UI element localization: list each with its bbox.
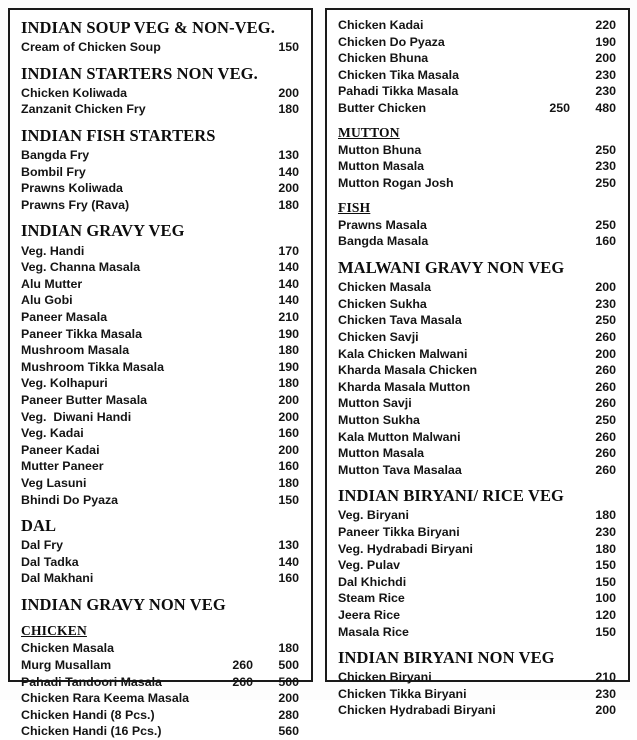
menu-item-price: 170 [278,243,299,258]
menu-item-row[interactable] [21,164,299,181]
menu-item-price: 250 [595,412,616,427]
menu-item-price: 260 [595,329,616,344]
menu-item-name: Alu Gobi [21,293,73,308]
menu-item-price: 190 [278,359,299,374]
menu-item-name: Mushroom Tikka Masala [21,359,165,374]
menu-item-row[interactable] [21,537,299,554]
menu-item-name: Zanzanit Chicken Fry [21,102,146,117]
menu-item-price: 150 [595,574,616,589]
menu-item-name: Bhindi Do Pyaza [21,492,119,507]
menu-item-row[interactable] [21,375,299,392]
menu-item-price: 100 [595,591,616,606]
menu-item-row[interactable] [338,445,616,462]
menu-item-price: 210 [595,670,616,685]
menu-item-name: Kala Mutton Malwani [338,429,461,444]
menu-item-row[interactable] [21,392,299,409]
menu-item-name: Alu Mutter [21,276,83,291]
menu-item-row[interactable] [21,309,299,326]
menu-item-list [21,147,299,213]
menu-item-price: 230 [595,159,616,174]
menu-item-name: Chicken Rara Keema Masala [21,691,190,706]
menu-item-row[interactable] [338,217,616,234]
menu-item-price: 560 [278,724,299,739]
menu-item-price: 230 [595,525,616,539]
menu-item-row[interactable] [338,574,616,591]
menu-item-row[interactable] [338,296,616,313]
menu-item-name: Bangda Fry [21,148,90,163]
menu-item-row[interactable] [338,702,616,719]
menu-item-row[interactable] [21,554,299,571]
menu-item-price: 500 [278,674,299,689]
menu-item-price: 260 [595,462,616,477]
menu-item-price: 190 [278,326,299,341]
menu-item-price: 140 [278,276,299,291]
menu-item-list [338,669,616,719]
menu-item-row[interactable] [338,524,616,541]
menu-section [21,594,299,615]
menu-item-row[interactable] [338,362,616,379]
menu-item-row[interactable] [338,175,616,192]
menu-item-name: Chicken Masala [338,280,431,295]
menu-section [338,199,616,250]
menu-item-name: Dal Tadka [21,554,79,569]
menu-item-name: Mutton Masala [338,159,425,174]
menu-item-price: 180 [278,641,299,656]
menu-item-price: 160 [278,571,299,586]
menu-item-row[interactable] [338,50,616,67]
section-heading: INDIAN BIRYANI NON VEG [338,648,555,668]
menu-item-price: 180 [278,376,299,391]
menu-item-row[interactable] [338,312,616,329]
menu-item-name: Masala Rice [338,624,409,639]
menu-item-name: Veg. Hydrabadi Biryani [338,541,473,556]
menu-item-price: 160 [278,459,299,474]
menu-item-row[interactable] [21,409,299,426]
menu-section [338,17,616,117]
section-heading: DAL [21,516,57,536]
menu-item-name: Chicken Masala [21,641,114,656]
menu-item-row[interactable] [338,462,616,479]
menu-item-row[interactable] [21,570,299,587]
menu-item-price: 200 [278,691,299,706]
menu-item-row[interactable] [21,101,299,118]
menu-item-name: Chicken Biryani [338,670,432,685]
menu-item-name: Mutton Bhuna [338,142,422,157]
menu-item-price: 500 [278,657,299,672]
menu-item-row[interactable] [21,197,299,214]
menu-column-left [8,8,313,739]
menu-item-name: Dal Makhani [21,571,94,586]
menu-item-price: 260 [595,363,616,378]
menu-item-price: 180 [595,541,616,556]
menu-item-price: 200 [278,392,299,407]
menu-item-name: Veg. Channa Masala [21,260,141,275]
menu-item-price: 160 [595,234,616,249]
menu-item-row[interactable] [338,412,616,429]
menu-item-row[interactable] [338,34,616,51]
menu-item-row[interactable] [338,624,616,641]
menu-item-row[interactable] [338,395,616,412]
menu-item-row[interactable] [21,707,299,724]
menu-item-row[interactable] [338,541,616,558]
menu-item-row[interactable] [21,342,299,359]
menu-column-right [325,8,630,718]
menu-item-price: 130 [278,538,299,553]
menu-item-row[interactable] [21,276,299,293]
menu-item-price: 180 [278,102,299,117]
menu-item-row[interactable] [21,657,299,674]
menu-item-price: 200 [595,51,616,66]
menu-item-name: Paneer Tikka Masala [21,326,143,341]
menu-item-list [338,217,616,250]
menu-item-name: Veg. Pulav [338,558,400,573]
menu-item-name: Steam Rice [338,591,405,606]
menu-item-price: 230 [595,686,616,701]
menu-item-name: Prawns Koliwada [21,181,123,196]
menu-item-row[interactable] [338,686,616,703]
menu-item-price: 140 [278,293,299,308]
menu-item-price: 230 [595,296,616,311]
section-heading: MALWANI GRAVY NON VEG [338,258,565,278]
menu-section [338,485,616,640]
menu-item-name: Chicken Tikka Biryani [338,686,467,701]
menu-item-price: 220 [595,18,616,32]
menu-item-price: 190 [595,34,616,49]
menu-item-row[interactable] [21,492,299,509]
menu-item-name: Kharda Masala Mutton [338,379,471,394]
menu-item-row[interactable] [338,142,616,159]
section-heading: INDIAN STARTERS NON VEG. [21,63,258,83]
menu-item-name: Mutton Masala [338,446,425,461]
menu-item-price: 180 [278,475,299,490]
menu-item-name: Bombil Fry [21,164,86,179]
menu-item-price-half: 250 [549,100,570,115]
menu-item-name: Murg Musallam [21,657,112,672]
menu-item-name: Mutton Tava Masalaa [338,462,462,477]
menu-item-name: Mutton Savji [338,396,412,411]
menu-item-row[interactable] [21,442,299,459]
menu-item-name: Veg. Kolhapuri [21,376,108,391]
menu-item-price: 210 [278,309,299,324]
menu-item-row[interactable] [338,158,616,175]
menu-item-row[interactable] [338,607,616,624]
menu-item-name: Pahadi Tandoori Masala [21,674,162,689]
menu-item-price: 140 [278,260,299,275]
menu-item-price: 250 [595,313,616,328]
menu-item-name: Dal Fry [21,538,64,553]
section-heading: INDIAN GRAVY VEG [21,221,185,241]
menu-item-price: 140 [278,164,299,179]
menu-item-list [338,279,616,478]
menu-item-row[interactable] [21,425,299,442]
menu-item-price: 480 [595,100,616,115]
menu-item-name: Veg. Diwani Handi [21,409,132,424]
menu-item-name: Chicken Sukha [338,296,427,311]
section-heading: INDIAN FISH STARTERS [21,126,216,145]
menu-item-list [338,142,616,192]
menu-item-row[interactable] [21,674,299,691]
menu-section [21,622,299,740]
menu-item-name: Paneer Kadai [21,442,100,457]
menu-item-name: Mushroom Masala [21,343,130,358]
menu-section [21,515,299,587]
menu-item-list [21,640,299,740]
menu-item-price-half: 260 [232,674,253,689]
menu-item-row[interactable] [338,67,616,84]
menu-item-price: 160 [278,426,299,441]
menu-item-row[interactable] [21,39,299,56]
menu-item-row[interactable] [338,17,616,34]
menu-item-name: Chicken Do Pyaza [338,34,445,49]
menu-item-price: 200 [278,442,299,457]
menu-item-row[interactable] [338,329,616,346]
menu-item-row[interactable] [21,640,299,657]
menu-item-price: 230 [595,84,616,99]
menu-item-price: 200 [595,346,616,361]
menu-item-row[interactable] [21,259,299,276]
menu-item-row[interactable] [21,292,299,309]
menu-item-price: 130 [278,148,299,163]
menu-item-price: 200 [278,85,299,100]
menu-item-name: Cream of Chicken Soup [21,40,161,55]
menu-item-price: 260 [595,396,616,411]
menu-item-name: Jeera Rice [338,607,401,622]
menu-item-name: Kharda Masala Chicken [338,363,478,378]
menu-item-name: Veg. Handi [21,243,85,258]
menu-item-name: Prawns Masala [338,217,427,232]
menu-item-name: Chicken Hydrabadi Biryani [338,703,496,718]
menu-item-price: 200 [278,409,299,424]
section-heading: INDIAN GRAVY NON VEG [21,594,226,614]
menu-item-price: 200 [595,280,616,295]
menu-item-list [21,85,299,118]
menu-item-price: 150 [278,40,299,55]
menu-section [338,124,616,192]
menu-section [21,125,299,213]
section-heading: MUTTON [338,124,400,140]
menu-item-list [21,39,299,56]
menu-section [21,63,299,118]
menu-item-price: 180 [278,343,299,358]
menu-item-row[interactable] [338,669,616,686]
section-heading: CHICKEN [21,623,87,639]
menu-item-price: 260 [595,446,616,461]
menu-item-name: Chicken Handi (8 Pcs.) [21,707,155,722]
menu-item-row[interactable] [338,83,616,100]
menu-item-row[interactable] [21,723,299,740]
menu-item-list [21,243,299,509]
menu-item-row[interactable] [21,243,299,260]
menu-item-row[interactable] [338,507,616,524]
section-heading: INDIAN SOUP VEG & NON-VEG. [21,18,275,37]
menu-item-price: 150 [595,558,616,573]
menu-item-price: 180 [278,197,299,212]
menu-item-row[interactable] [21,359,299,376]
menu-item-name: Veg. Biryani [338,508,409,523]
menu-item-price: 150 [595,624,616,639]
menu-item-price: 250 [595,176,616,191]
menu-item-name: Paneer Tikka Biryani [338,525,460,539]
menu-item-row[interactable] [338,379,616,396]
menu-section [338,257,616,478]
section-heading: INDIAN BIRYANI/ RICE VEG [338,486,564,506]
menu-item-price: 260 [595,429,616,444]
menu-item-row[interactable] [21,180,299,197]
menu-item-name: Chicken Bhuna [338,51,429,66]
menu-item-name: Butter Chicken [338,100,427,115]
menu-item-name: Chicken Kadai [338,18,424,32]
menu-item-price: 260 [595,379,616,394]
menu-item-row[interactable] [21,690,299,707]
menu-item-row[interactable] [338,233,616,250]
menu-item-row[interactable] [21,475,299,492]
menu-item-name: Mutton Rogan Josh [338,176,454,191]
menu-item-name: Chicken Koliwada [21,85,128,100]
menu-item-row[interactable] [338,279,616,296]
menu-item-price: 200 [595,703,616,718]
menu-item-name: Chicken Tika Masala [338,67,459,82]
menu-item-row[interactable] [338,557,616,574]
menu-item-price: 230 [595,67,616,82]
menu-item-name: Veg. Kadai [21,426,84,441]
menu-item-name: Paneer Masala [21,309,108,324]
menu-item-name: Veg Lasuni [21,475,87,490]
menu-item-price: 140 [278,554,299,569]
menu-item-row[interactable] [21,458,299,475]
menu-item-row[interactable] [21,147,299,164]
section-heading: FISH [338,199,371,215]
menu-item-list [338,17,616,117]
menu-item-price: 280 [278,707,299,722]
menu-item-list [21,537,299,587]
menu-item-row[interactable] [338,100,616,117]
menu-item-name: Mutton Sukha [338,412,420,427]
menu-section [21,17,299,56]
menu-item-row[interactable] [338,346,616,363]
menu-item-row[interactable] [21,326,299,343]
menu-item-row[interactable] [338,429,616,446]
menu-item-row[interactable] [338,590,616,607]
menu-item-price: 250 [595,142,616,157]
menu-item-price-half: 260 [232,657,253,672]
menu-item-name: Chicken Handi (16 Pcs.) [21,724,162,739]
menu-item-name: Prawns Fry (Rava) [21,197,130,212]
menu-item-row[interactable] [21,85,299,102]
menu-section [21,220,299,508]
menu-item-name: Dal Khichdi [338,574,407,589]
menu-item-name: Chicken Tava Masala [338,313,462,328]
menu-item-name: Paneer Butter Masala [21,392,148,407]
menu-item-price: 200 [278,181,299,196]
menu-item-price: 250 [595,217,616,232]
menu-item-name: Mutter Paneer [21,459,104,474]
menu-item-name: Bangda Masala [338,234,429,249]
menu-item-price: 150 [278,492,299,507]
menu-item-list [338,507,616,640]
menu-item-name: Pahadi Tikka Masala [338,84,459,99]
menu-item-price: 180 [595,508,616,523]
menu-item-name: Chicken Savji [338,329,419,344]
menu-section [338,647,616,719]
menu-item-price: 120 [595,607,616,622]
menu-item-name: Kala Chicken Malwani [338,346,468,361]
